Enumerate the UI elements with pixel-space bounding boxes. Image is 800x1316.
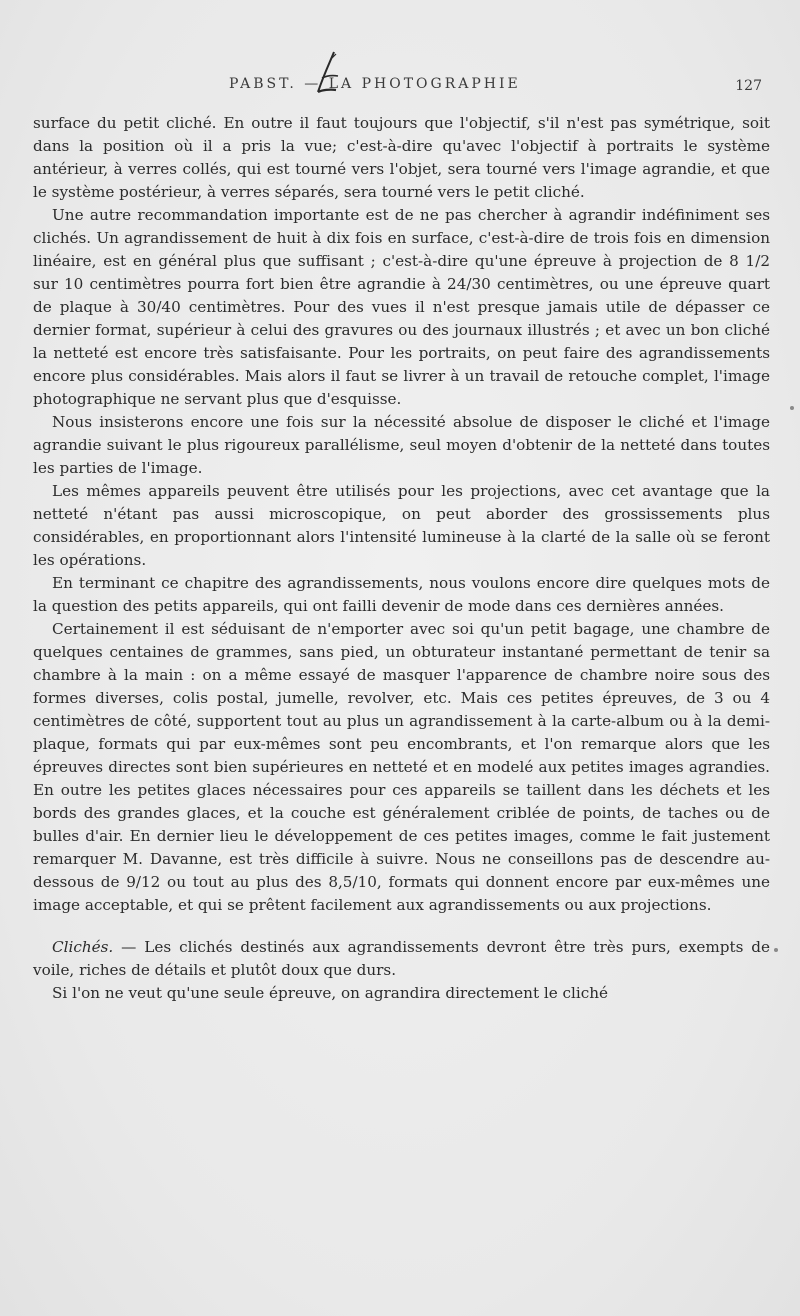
section-cliches [33, 936, 770, 1005]
paragraph-2: Une autre recommandation importante est de ne pas chercher à agrandir indéfiniment ses clichés. Un agrandissement de huit à dix fois en surface, c'est-à-dire de trois fois en dimension linéaire, est en général plus que suffisant ; c'est-à-dire qu'une épreuve à projection de 8 1/2 sur 10 centimètres pourra fort bien être agrandie à 24/30 centimètres, ou une épreuve quart de plaque à 30/40 centimètres. Pour des vues il n'est presque jamais utile de dépasser ce dernier format, supérieur à celui des gravures ou des journaux illustrés ; et avec un bon cliché la netteté est encore très satisfaisante. Pour les portraits, on peut faire des agrandissements encore plus considérables. Mais alors il faut se livrer à un travail de retouche complet, l'image photographique ne servant plus que d'esquisse. [33, 206, 770, 408]
paragraph-4: Les mêmes appareils peuvent être utilisés pour les projections, avec cet avantage que la netteté n'étant pas aussi microscopique, on peut aborder des grossissements plus considérables, en proportionnant alors l'intensité lumineuse à la clarté de la salle où se feront les opérations. [33, 482, 770, 569]
page-number: 127 [735, 78, 762, 94]
paragraph-5: En terminant ce chapitre des agrandissements, nous voulons encore dire quelques mots de la question des petits appareils, qui ont failli devenir de mode dans ces dernières années. [33, 574, 770, 615]
handwritten-mark-icon [312, 48, 342, 98]
section-text: Les clichés destinés aux agrandissements devront être très purs, exempts de voile, riches de détails et plutôt doux que durs. [33, 938, 771, 979]
running-title: PABST. — LA PHOTOGRAPHIE [229, 76, 521, 92]
section-paragraph [33, 936, 770, 982]
running-header [0, 72, 800, 102]
page-body [33, 112, 770, 1005]
section-dash: — [113, 938, 145, 956]
paragraph-1: surface du petit cliché. En outre il faut toujours que l'objectif, s'il n'est pas symétrique, soit dans la position où il a pris la vue; c'est-à-dire qu'avec l'objectif à portraits le système antérieur, à verres collés, qui est tourné vers l'objet, sera tourné vers l'image agrandie, et que le système postérieur, à verres séparés, sera tourné vers le petit cliché. [33, 114, 770, 201]
ink-speck [774, 948, 778, 952]
paragraph-3: Nous insisterons encore une fois sur la nécessité absolue de disposer le cliché et l'image agrandie suivant le plus rigoureux parallélisme, seul moyen d'obtenir de la netteté dans toutes les parties de l'image. [33, 413, 770, 477]
paragraph-6: Certainement il est séduisant de n'emporter avec soi qu'un petit bagage, une chambre de quelques centaines de grammes, sans pied, un obturateur instantané permettant de tenir sa chambre à la main : on a même essayé de masquer l'apparence de chambre noire sous des formes diverses, colis postal, jumelle, revolver, etc. Mais ces petites épreuves, de 3 ou 4 centimètres de côté, supportent tout au plus un agrandissement à la carte-album ou à la demi-plaque, formats qui par eux-mêmes sont peu encombrants, et l'on remarque alors que les épreuves directes sont bien supérieures en netteté et en modelé aux petites images agrandies. En outre les petites glaces nécessaires pour ces appareils se taillent dans les déchets et les bords des grandes glaces, et la couche est généralement criblée de points, de taches ou de bulles d'air. En dernier lieu le développement de ces petites images, comme le fait justement remarquer M. Davanne, est très difficile à suivre. Nous ne conseillons pas de descendre au-dessous de 9/12 ou tout au plus des 8,5/10, formats qui donnent encore par eux-mêmes une image acceptable, et qui se prêtent facilement aux agrandissements ou aux projections. [33, 620, 770, 914]
ink-speck [790, 406, 794, 410]
paragraph-last: Si l'on ne veut qu'une seule épreuve, on agrandira directement le cliché [52, 984, 609, 1002]
section-title: Clichés. [52, 938, 114, 956]
